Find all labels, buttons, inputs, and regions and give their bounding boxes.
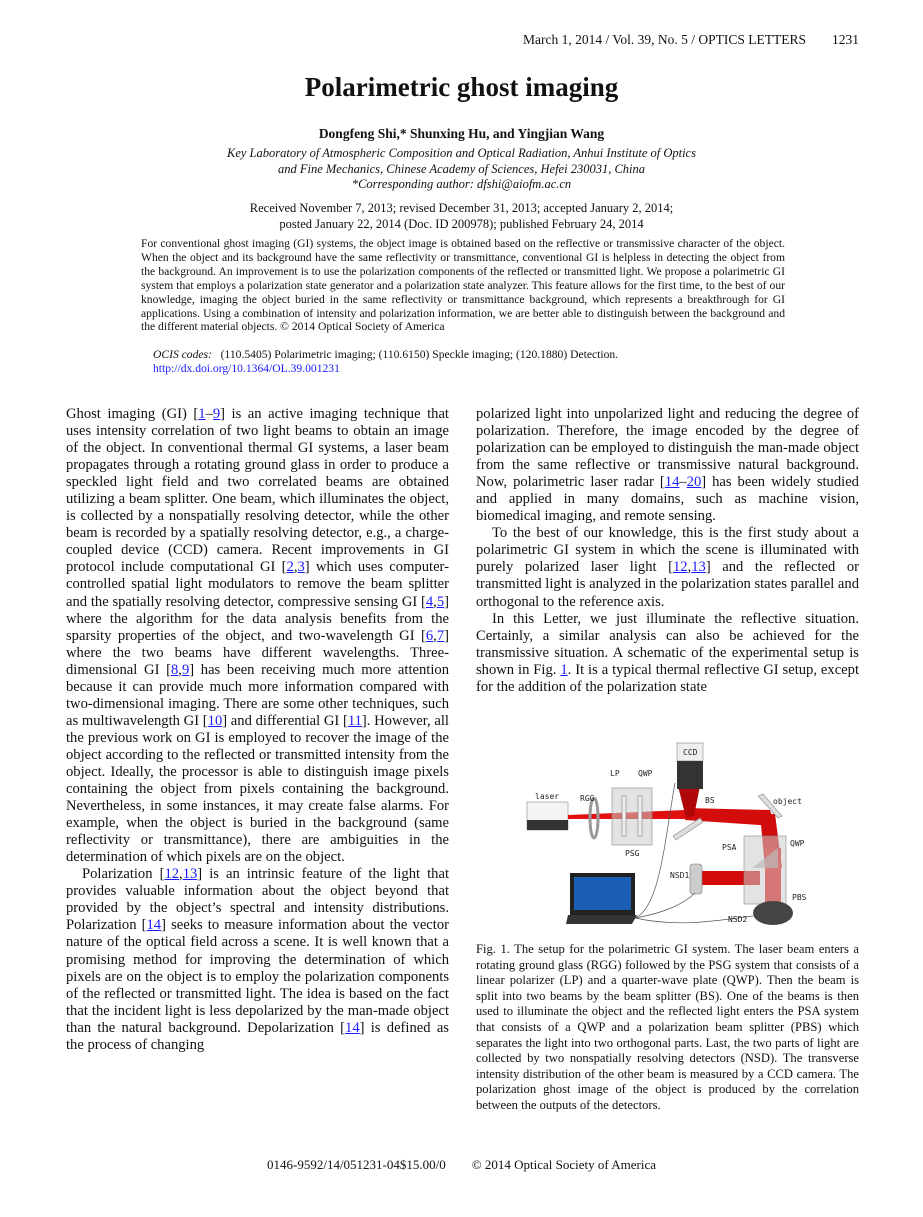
reference-link[interactable]: 20 — [686, 474, 702, 491]
cable — [635, 893, 695, 918]
journal-info: March 1, 2014 / Vol. 39, No. 5 / OPTICS LETTERS — [522, 32, 806, 47]
reference-link[interactable]: 14 — [146, 917, 162, 934]
reference-link[interactable]: 10 — [207, 712, 223, 729]
dates-line: Received November 7, 2013; revised December 31, 2013; accepted January 2, 2014; — [249, 201, 674, 215]
corresponding-author: *Corresponding author: dfshi@aiofm.ac.cn — [351, 177, 572, 191]
ocis-text: (110.5405) Polarimetric imaging; (110.6150) Speckle imaging; (120.1880) Detection. — [220, 348, 619, 361]
reference-link[interactable]: 8 — [170, 661, 179, 678]
reference-link[interactable]: 3 — [297, 559, 305, 576]
page-number: 1231 — [832, 32, 859, 47]
publication-dates — [0, 200, 923, 232]
reference-link[interactable]: 4 — [425, 593, 434, 610]
affiliation — [0, 146, 923, 193]
right-column — [476, 406, 859, 696]
label-nsd1: NSD1 — [670, 871, 690, 880]
reference-link[interactable]: 7 — [436, 627, 445, 644]
authors: Dongfeng Shi,* Shunxing Hu, and Yingjian Wang — [318, 126, 605, 141]
doi-link[interactable]: http://dx.doi.org/10.1364/OL.39.001231 — [153, 362, 340, 375]
reference-link[interactable]: 11 — [347, 712, 362, 729]
label-rgg: RGG — [580, 794, 595, 803]
reference-link[interactable]: 5 — [436, 593, 445, 610]
label-psa: PSA — [722, 843, 737, 852]
body-paragraph: polarized light into unpolarized light and reducing the degree of polarization. Therefore, the image encoded by the degree of polarization can be employed to distinguish the man-made object from the same reflective or transmissive natural background. Now, polarimetric laser radar [14–20] has been widely studied and applied in many domains, such as machine vision, biomedical imaging, and remote sensing. — [476, 406, 859, 525]
label-ccd: CCD — [683, 748, 698, 757]
laser-base — [527, 820, 568, 830]
reference-link[interactable]: 14 — [345, 1019, 360, 1036]
label-object: object — [773, 797, 802, 806]
abstract: For conventional ghost imaging (GI) systems, the object image is obtained based on the reflective or transmissive character of the object. When the object and its background have the same reflectivity or transmittance, conventional GI is helpless in detecting the object from the background. An improvement is to use the polarization components of the reflected or transmitted light. We propose a polarimetric GI system that employs a polarization state generator and a polarization state analyzer. This feature allows for the first time, to the best of our knowledge, imaging the object buried in the same reflectivity or transmittance background, which represents a breakthrough for GI applications. Using a combination of intensity and polarization information, we are better able to distinguish between the background and the different material objects. © 2014 Optical Society of America — [141, 237, 785, 334]
paper-title: Polarimetric ghost imaging — [304, 72, 619, 102]
ccd-camera — [677, 761, 703, 789]
reference-link[interactable]: 12 — [164, 866, 180, 883]
reference-link[interactable]: 6 — [425, 627, 434, 644]
footer — [0, 1157, 923, 1173]
nsd1-detector — [690, 864, 702, 894]
reference-link[interactable]: 9 — [212, 406, 221, 422]
laptop-display — [574, 877, 631, 910]
body-paragraph: Polarization [12,13] is an intrinsic feature of the light that provides valuable information about the object beyond that provided by the object’s spectral and intensity distributions. Polarization [14] seeks to measure information about the vector nature of the optical field across a scene. It is well known that a promising method for improving the determination of which pixels are on the object is to employ the polarization components of the reflected or transmitted light. The idea is based on the fact that the incident light is less depolarized by the man-made object than the natural background. Depolarization [14] is defined as the process of changing — [66, 866, 450, 1053]
laptop-keyboard — [566, 915, 637, 924]
reference-link[interactable]: 12 — [672, 559, 688, 576]
psa-box — [744, 836, 786, 904]
reference-link[interactable]: 13 — [182, 866, 198, 883]
ocis-codes — [153, 348, 618, 361]
label-laser: laser — [535, 792, 560, 801]
figure-caption: Fig. 1. The setup for the polarimetric GI system. The laser beam enters a rotating ground glass (RGG) followed by the PSG system that consists of a linear polarizer (LP) and a quarter-wave plate (QWP). Then the beam is split into two beams by the beam splitter (BS). One of the beams is then used to illuminate the object and the reflected light enters the PSA system that consists of a QWP and a polarization beam splitter (PBS) which separates the light into two orthogonal parts. Last, the two parts of light are collected by two nonspatially resolving detectors (NSD). The transverse intensity distribution of the other beam is measured by a CCD camera. The polarization ghost image of the object is produced by the correlation between the outputs of the detectors. — [476, 942, 859, 1112]
footer-copyright: © 2014 Optical Society of America — [471, 1157, 656, 1172]
label-nsd2: NSD2 — [728, 915, 748, 924]
label-bs: BS — [705, 796, 715, 805]
ocis-label: OCIS codes: — [153, 348, 212, 361]
running-header — [523, 32, 859, 48]
body-paragraph: To the best of our knowledge, this is the first study about a polarimetric GI system in which the scene is illuminated with purely polarized laser light [12,13] and the reflected or transmitted light is analyzed in the polarization states parallel and orthogonal to the reference axis. — [476, 525, 859, 610]
label-qwp: QWP — [638, 769, 653, 778]
reference-link[interactable]: 2 — [286, 559, 294, 576]
reference-link[interactable]: 14 — [664, 474, 680, 491]
reference-link[interactable]: 13 — [691, 559, 706, 576]
affiliation-line: Key Laboratory of Atmospheric Composition and Optical Radiation, Anhui Institute of Optics — [227, 146, 696, 160]
footer-code: 0146-9592/14/051231-04$15.00/0 — [267, 1157, 446, 1172]
label-psg: PSG — [625, 849, 640, 858]
reference-link[interactable]: 1 — [198, 406, 206, 422]
nsd2-detector — [753, 901, 793, 925]
body-paragraph: In this Letter, we just illuminate the reflective situation. Certainly, a similar analysis can also be achieved for the transmissive situation. A schematic of the experimental setup is shown in Fig. 1. It is a typical thermal reflective GI setup, except for the addition of the polarization state — [476, 610, 859, 695]
beam-splitter — [673, 818, 703, 840]
lp-plate — [622, 796, 626, 836]
psg-box — [612, 788, 652, 845]
reference-link[interactable]: 1 — [560, 661, 568, 678]
label-lp: LP — [610, 769, 620, 778]
dates-line: posted January 22, 2014 (Doc. ID 200978); published February 24, 2014 — [279, 217, 644, 231]
reference-link[interactable]: 9 — [181, 661, 190, 678]
affiliation-line: and Fine Mechanics, Chinese Academy of Sciences, Hefei 230031, China — [277, 161, 646, 176]
label-qwp-psa: QWP — [790, 839, 805, 848]
left-column — [66, 406, 449, 1054]
qwp-plate — [638, 796, 642, 836]
label-pbs: PBS — [792, 893, 807, 902]
figure-1-setup-diagram — [490, 738, 870, 928]
body-paragraph: Ghost imaging (GI) [1–9] is an active imaging technique that uses intensity correlation of two light beams to obtain an image of the object. In conventional thermal GI systems, a laser beam propagates through a rotating ground glass in order to produce a speckled light field and two correlated beams are obtained utilizing a beam splitter. One beam, which illuminates the object, is collected by a nonspatially resolving detector, while the other beam is recorded by a spatially resolving detector, e.g., a charge-coupled device (CCD) camera. Recent improvements in GI protocol include computational GI [2,3] which uses computer-controlled spatial light modulators to remove the beam splitter and the spatially resolving detector, compressive sensing GI [4,5] where the algorithm for the data analysis benefits from the sparsity properties of the object, and two-wavelength GI [6,7] where the two beams have different wavelengths. Three-dimensional GI [8,9] has been receiving much more attention because it can provide much more information compared with two-dimensional imaging. There are some other techniques, such as multiwavelength GI [10] and differential GI [11]. However, all the previous work on GI is employed to recover the image of the object according to the reflected or transmitted intensity from the object. Ideally, the processor is able to distinguish image pixels containing the object from pixels containing the background. Nevertheless, in some instances, it may create false alarms. For example, when the object is buried in the background (same reflectivity or transmittance), there are ambiguities in the determination of which pixels are on the object. — [66, 406, 449, 866]
